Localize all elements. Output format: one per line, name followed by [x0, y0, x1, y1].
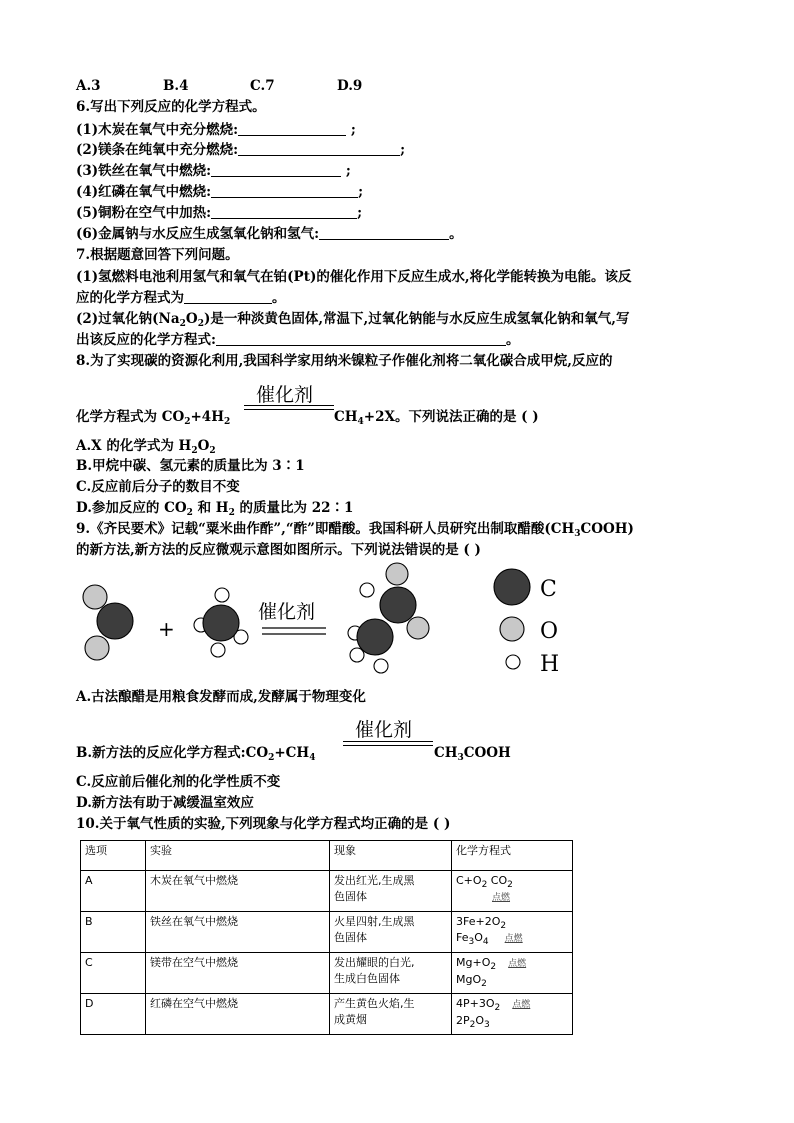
- q9-stem-line2: 的新方法,新方法的反应微观示意图如图所示。下列说法错误的是 ( ): [76, 542, 481, 558]
- q7-part2-line2: 出该反应的化学方程式: 。: [76, 332, 520, 348]
- atom-c: [97, 603, 133, 639]
- q7-part2-line1: (2)过氧化钠$(Na_2O_2)$是一种淡黄色固体,常温下,过氧化钠能与水反应生成氢氧化钠和氧气,写: [76, 311, 630, 329]
- header-phenomenon: 现象: [330, 841, 452, 871]
- q9-reaction-diagram: [0, 555, 794, 685]
- row-equation: $C+O_2$ $CO_2$ 点燃: [452, 871, 573, 912]
- row-phenomenon: 发出耀眼的白光, 生成白色固体: [330, 953, 452, 994]
- q9-catalyst-label: 催化剂: [258, 601, 316, 623]
- legend-o-label: O: [540, 619, 559, 644]
- atom-h: [360, 583, 374, 597]
- q8-catalyst-label: 催化剂: [256, 384, 314, 406]
- q9b-catalyst-label: 催化剂: [355, 719, 413, 741]
- q5-option-b: B.4: [163, 78, 189, 94]
- row-equation: $Mg+O_2$ 点燃 MgO$_2$: [452, 953, 573, 994]
- legend-h-label: H: [540, 652, 560, 677]
- row-experiment: 木炭在氧气中燃烧: [146, 871, 330, 912]
- atom-c: [203, 605, 239, 641]
- q10-stem: 10.关于氧气性质的实验,下列现象与化学方程式均正确的是 ( ): [76, 816, 451, 832]
- answer-blank[interactable]: [238, 141, 400, 156]
- row-experiment: 红磷在空气中燃烧: [146, 994, 330, 1035]
- atom-h: [211, 643, 225, 657]
- co2-molecule: [83, 585, 133, 660]
- q8-option-a[interactable]: A.X 的化学式为 $H_2O_2$: [76, 438, 216, 456]
- answer-blank[interactable]: [211, 183, 358, 198]
- q6-item-5: (5)铜粉在空气中加热: ;: [76, 205, 363, 221]
- table-row: [81, 994, 573, 1035]
- table-row: [81, 953, 573, 994]
- table-header-row: [81, 841, 573, 871]
- q5-option-d: D.9: [337, 78, 363, 94]
- atom-o: [386, 563, 408, 585]
- q6-item-4: (4)红磷在氧气中燃烧: ;: [76, 184, 364, 200]
- q9b-equals-top: [343, 741, 433, 742]
- q9-option-b-product: $CH_3COOH$: [434, 745, 511, 763]
- header-option: 选项: [81, 841, 146, 871]
- condition-label: 点燃: [492, 893, 511, 903]
- ch4-molecule: [194, 588, 248, 657]
- row-option: C: [81, 953, 146, 994]
- q9-option-a[interactable]: A.古法酿醋是用粮食发酵而成,发酵属于物理变化: [76, 689, 366, 705]
- q8-option-d[interactable]: D.参加反应的 $CO_2$ 和 $H_2$ 的质量比为 22∶1: [76, 500, 354, 518]
- answer-blank[interactable]: [211, 162, 341, 177]
- q9-option-d[interactable]: D.新方法有助于减缓温室效应: [76, 795, 254, 811]
- legend-c-atom: [494, 569, 530, 605]
- answer-blank[interactable]: [238, 121, 346, 136]
- row-equation: $3Fe+2O_2$ $Fe_3O_4$ 点燃: [452, 912, 573, 953]
- answer-blank[interactable]: [216, 331, 506, 346]
- row-option: D: [81, 994, 146, 1035]
- row-equation: $4P+3O_2$ 点燃 $2P_2O_3$: [452, 994, 573, 1035]
- q8-equation-right: $CH_4+2X$。下列说法正确的是 ( ): [334, 409, 539, 427]
- q9b-equals-bottom: [343, 745, 433, 746]
- atom-o: [83, 585, 107, 609]
- q8-equation: 化学方程式为 $CO_2+4H_2$: [76, 409, 231, 427]
- q5-option-c: C.7: [250, 78, 275, 94]
- header-experiment: 实验: [146, 841, 330, 871]
- q6-item-3: (3)铁丝在氧气中燃烧: ;: [76, 163, 351, 179]
- atom-c: [357, 619, 393, 655]
- q8-equals-bottom: [244, 409, 334, 410]
- row-phenomenon: 火星四射,生成黑 色固体: [330, 912, 452, 953]
- q9-stem-line1: 9.《齐民要术》记载“粟米曲作酢”,“酢”即醋酸。我国科研人员研究出制取醋酸$(CH_3COOH)$: [76, 521, 634, 539]
- condition-label: 点燃: [508, 959, 527, 969]
- atom-c: [380, 587, 416, 623]
- q7-stem: 7.根据题意回答下列问题。: [76, 247, 239, 263]
- q8-equals-top: [244, 405, 334, 406]
- header-equation: 化学方程式: [452, 841, 573, 871]
- answer-blank[interactable]: [211, 204, 357, 219]
- table-row: [81, 871, 573, 912]
- atom-h: [215, 588, 229, 602]
- q8-option-c[interactable]: C.反应前后分子的数目不变: [76, 479, 240, 495]
- q6-item-1: (1)木炭在氧气中充分燃烧: ;: [76, 122, 356, 138]
- row-phenomenon: 产生黄色火焰,生 成黄烟: [330, 994, 452, 1035]
- atom-o: [85, 636, 109, 660]
- row-phenomenon: 发出红光,生成黑 色固体: [330, 871, 452, 912]
- plus-sign: +: [158, 617, 175, 641]
- condition-label: 点燃: [512, 1000, 531, 1010]
- q7-part1-line2: 应的化学方程式为 。: [76, 290, 286, 306]
- q6-item-2: (2)镁条在纯氧中充分燃烧: ;: [76, 142, 406, 158]
- answer-blank[interactable]: [184, 289, 272, 304]
- atom-h: [374, 659, 388, 673]
- atom-o: [407, 617, 429, 639]
- q7-part1-line1: (1)氢燃料电池利用氢气和氧气在铂(Pt)的催化作用下反应生成水,将化学能转换为电能。该反: [76, 269, 632, 285]
- row-experiment: 镁带在空气中燃烧: [146, 953, 330, 994]
- atom-legend: [494, 569, 559, 677]
- q6-stem: 6.写出下列反应的化学方程式。: [76, 99, 266, 115]
- row-experiment: 铁丝在氧气中燃烧: [146, 912, 330, 953]
- row-option: B: [81, 912, 146, 953]
- q8-option-b[interactable]: B.甲烷中碳、氢元素的质量比为 3∶1: [76, 458, 305, 474]
- legend-o-atom: [500, 617, 524, 641]
- q9-option-b[interactable]: B.新方法的反应化学方程式$:CO_2+CH_4$: [76, 745, 316, 763]
- table-row: [81, 912, 573, 953]
- condition-label: 点燃: [504, 934, 523, 944]
- answer-blank[interactable]: [319, 225, 449, 240]
- q5-option-a: A.3: [76, 78, 101, 94]
- legend-c-label: C: [540, 577, 557, 602]
- acetic-acid-molecule: [348, 563, 429, 673]
- q9-option-c[interactable]: C.反应前后催化剂的化学性质不变: [76, 774, 281, 790]
- legend-h-atom: [506, 655, 520, 669]
- q10-table: [80, 840, 573, 1035]
- q8-stem: 8.为了实现碳的资源化利用,我国科学家用纳米镍粒子作催化剂将二氧化碳合成甲烷,反应的: [76, 353, 613, 369]
- q6-item-6: (6)金属钠与水反应生成氢氧化钠和氢气: 。: [76, 226, 463, 242]
- row-option: A: [81, 871, 146, 912]
